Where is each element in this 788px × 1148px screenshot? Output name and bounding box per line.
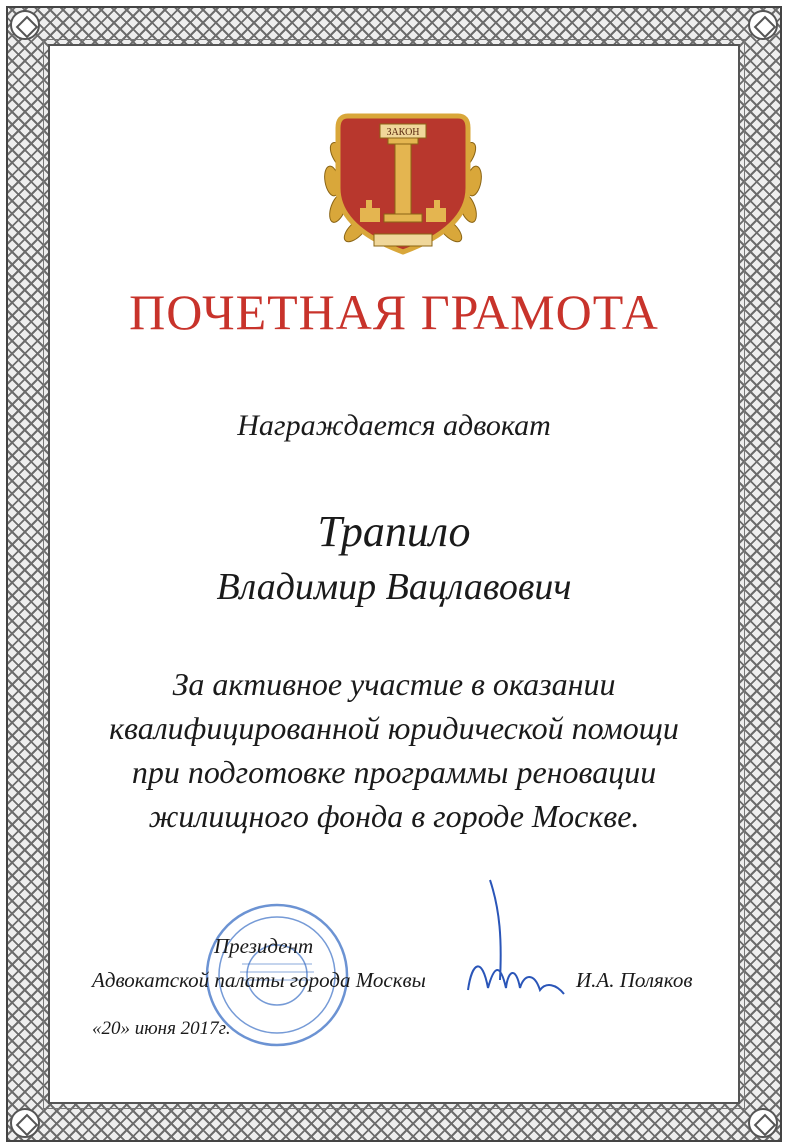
merit-line: при подготовке программы реновации [131,754,657,790]
signatory-name: И.А. Поляков [576,968,693,992]
corner-ornament [748,1108,778,1138]
corner-ornament [10,10,40,40]
merit-line: жилищного фонда в городе Москве. [148,798,640,834]
corner-ornament [10,1108,40,1138]
signatory-organization: Адвокатской палаты города Москвы [92,968,426,992]
merit-line: За активное участие в оказании [172,666,616,702]
merit-line: квалифицированной юридической помощи [109,710,679,746]
issue-date: «20» июня 2017г. [92,1018,231,1039]
corner-ornament [748,10,778,40]
recipient-surname: Трапило [317,507,471,556]
certificate-heading: ПОЧЕТНАЯ ГРАМОТА [129,284,659,340]
handwritten-signature [460,870,570,1020]
bar-chamber-emblem [318,96,488,262]
awarded-line: Награждается адвокат [237,409,551,442]
signatory-title: Президент [214,934,314,958]
svg-text:ЗАКОН: ЗАКОН [386,127,420,138]
recipient-given-names: Владимир Вацлавович [216,566,572,608]
merit-text [60,662,728,838]
